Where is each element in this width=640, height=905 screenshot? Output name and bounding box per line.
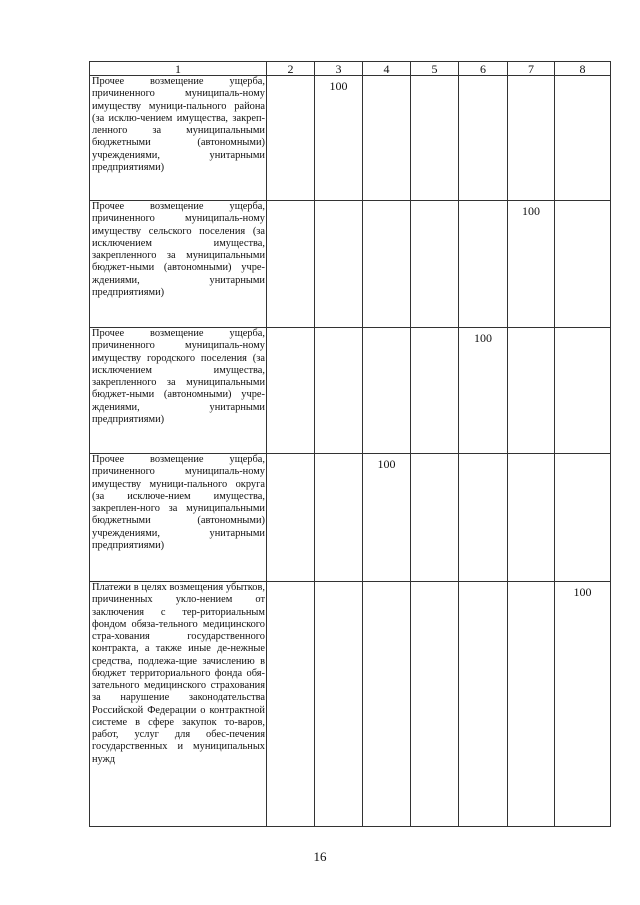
row-value xyxy=(363,582,411,827)
revenue-table xyxy=(89,61,611,827)
row-value xyxy=(508,582,555,827)
table-row xyxy=(90,454,611,582)
row-value: 100 xyxy=(363,454,411,582)
row-value xyxy=(411,76,459,201)
row-value xyxy=(315,328,363,454)
row-value: 100 xyxy=(315,76,363,201)
row-value xyxy=(508,328,555,454)
column-header: 1 xyxy=(90,62,267,76)
row-value xyxy=(267,582,315,827)
row-value xyxy=(459,454,508,582)
row-value: 100 xyxy=(555,582,611,827)
row-value xyxy=(555,76,611,201)
row-value xyxy=(459,582,508,827)
row-value xyxy=(555,201,611,328)
row-description: Прочее возмещение ущерба, причиненного муниципаль-ному имуществу городского поселения (за исключением имущества, закрепленного за муниципальными бюджет-ными (автономными) учре-ждениями, унитарными предприятиями) xyxy=(90,328,267,454)
row-value: 100 xyxy=(459,328,508,454)
row-value xyxy=(555,328,611,454)
table-row xyxy=(90,76,611,201)
row-description: Прочее возмещение ущерба, причиненного муниципаль-ному имуществу сельского поселения (за исключением имущества, закрепленного за муниципальными бюджет-ными (автономными) учре-ждениями, унитарными предприятиями) xyxy=(90,201,267,328)
row-value xyxy=(315,582,363,827)
row-value xyxy=(267,328,315,454)
row-value xyxy=(315,201,363,328)
row-value xyxy=(363,201,411,328)
page-number: 16 xyxy=(313,849,327,864)
row-value xyxy=(363,328,411,454)
row-value xyxy=(459,201,508,328)
row-value xyxy=(315,454,363,582)
row-value xyxy=(555,454,611,582)
table-row xyxy=(90,328,611,454)
row-value xyxy=(267,201,315,328)
row-value xyxy=(508,454,555,582)
table-row xyxy=(90,582,611,827)
column-header: 3 xyxy=(315,62,363,76)
column-header: 5 xyxy=(411,62,459,76)
row-value xyxy=(411,454,459,582)
column-header: 6 xyxy=(459,62,508,76)
row-value xyxy=(459,76,508,201)
row-description: Платежи в целях возмещения убытков, причиненных укло-нением от заключения с тер-риториальным фондом обяза-тельного медицинского стра-хования государственного контракта, а также иные де-нежные средства, подлежа-щие зачислению в бюджет территориального фонда обя-зательного медицинского страхования за нарушение законодательства Российской Федерации о контрактной системе в сфере закупок то-варов, работ, услуг для обес-печения государственных и муниципальных нужд xyxy=(90,582,267,827)
row-description: Прочее возмещение ущерба, причиненного муниципаль-ному имуществу муници-пального района (за исклю-чением имущества, закреп-ленного за муниципальными бюджетными (автономными) учреждениями, унитарными предприятиями) xyxy=(90,76,267,201)
column-header: 4 xyxy=(363,62,411,76)
column-header: 2 xyxy=(267,62,315,76)
row-value xyxy=(411,582,459,827)
column-header: 7 xyxy=(508,62,555,76)
row-description: Прочее возмещение ущерба, причиненного муниципаль-ному имуществу муници-пального округа (за исключе-нием имущества, закреплен-ного за муниципальными бюджетными (автономными) учреждениями, унитарными предприятиями) xyxy=(90,454,267,582)
row-value xyxy=(411,201,459,328)
row-value: 100 xyxy=(508,201,555,328)
row-value xyxy=(411,328,459,454)
column-header: 8 xyxy=(555,62,611,76)
row-value xyxy=(508,76,555,201)
table-row xyxy=(90,201,611,328)
header-row xyxy=(90,62,611,76)
row-value xyxy=(363,76,411,201)
row-value xyxy=(267,454,315,582)
row-value xyxy=(267,76,315,201)
